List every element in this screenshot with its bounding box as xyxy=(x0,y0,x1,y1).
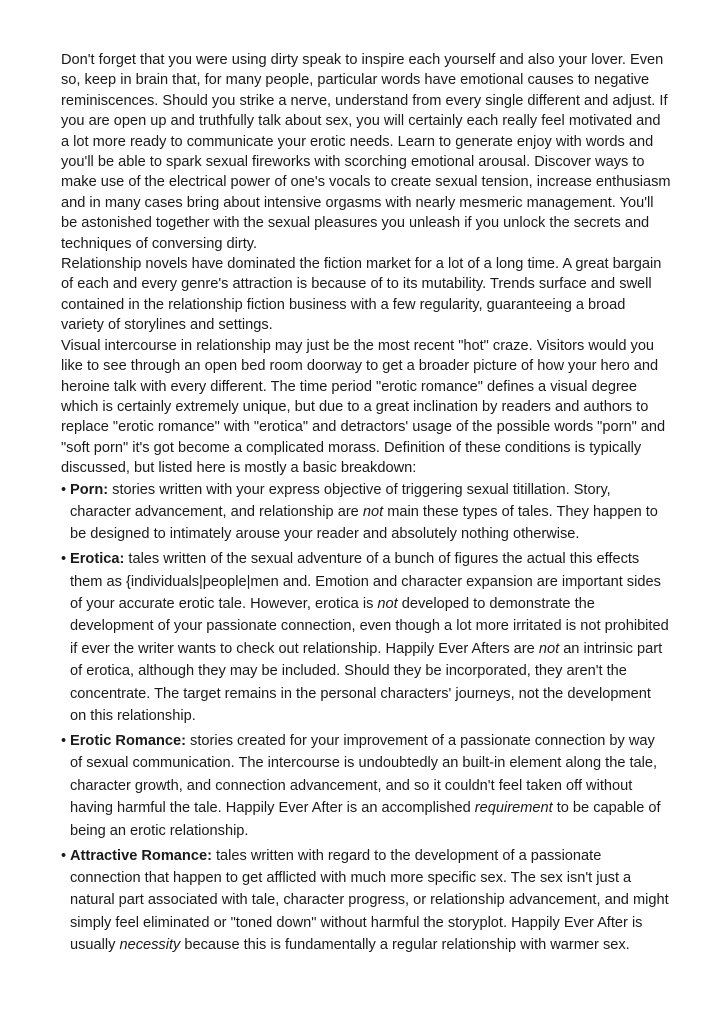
definition-text: stories created for your improvement of a passionate connection by way of sexual communication. The intercourse is undoubtedly an built-in element along the tale, character growth, and connection advancement, and so it couldn't feel taken off without having harmful the tale. Happily Ever After is an accomplished xyxy=(70,733,658,817)
bullet-icon: • xyxy=(61,481,67,498)
definition-term: Erotic Romance: xyxy=(70,733,186,749)
emphasis-text: necessity xyxy=(119,937,181,954)
list-item xyxy=(61,548,671,727)
definition-text: to be capable of being an erotic relationship. xyxy=(70,800,661,839)
definition-term: Attractive Romance: xyxy=(70,847,212,864)
definition-text: main these types of tales. They happen to be designed to intimately arouse your reader and absolutely nothing otherwise. xyxy=(70,503,658,543)
paragraph-intro: Don't forget that you were using dirty speak to inspire each yourself and also your lover. Even so, keep in brain that, for many people, particular words have emotional causes to negative reminiscences. Should you strike a nerve, understand from every single different and adjust. If you are open up and truthfully talk about sex, you will certainly each really feel motivated and a lot more ready to communicate your erotic needs. Learn to generate enjoy with words and you'll be able to spark sexual fireworks with scorching emotional arousal. Discover ways to make use of the electrical power of one's vocals to create sexual tension, increase enthusiasm and in many cases bring about intensive orgasms with nearly mesmeric management. You'll be astonished together with the sexual pleasures you unleash if you unlock the secrets and techniques of conversing dirty. xyxy=(61,52,671,252)
paragraph-relationship-novels: Relationship novels have dominated the fiction market for a lot of a long time. A great bargain of each and every genre's attraction is because of to its mutability. Trends surface and swell contained in the relationship fiction business with a few regularity, guaranteeing a broad variety of storylines and settings. xyxy=(61,256,662,334)
list-item xyxy=(61,479,671,546)
list-item xyxy=(61,845,671,957)
emphasis-text: requirement xyxy=(474,800,553,817)
emphasis-text: not xyxy=(362,503,384,520)
list-item xyxy=(61,730,671,842)
document-page xyxy=(61,50,671,959)
emphasis-text: not xyxy=(538,640,560,657)
bullet-icon: • xyxy=(61,733,67,749)
emphasis-text: not xyxy=(377,596,398,613)
paragraph-visual-intercourse: Visual intercourse in relationship may just be the most recent "hot" craze. Visitors would you like to see through an open bed room doorway to get a broader picture of how your hero and heroine talk with every different. The time period "erotic romance" defines a visual degree which is certainly extremely unique, but due to a great inclination by readers and authors to replace "erotic romance" with "erotica" and detractors' usage of the possible words "porn" and "soft porn" it's got become a complicated morass. Definition of these conditions is typically discussed, but listed here is mostly a basic breakdown: xyxy=(61,337,666,477)
definition-text: an intrinsic part of erotica, although they may be included. Should they be incorporated, they aren't the concentrate. The target remains in the personal characters' journeys, not the development on this relationship. xyxy=(70,640,663,725)
definition-text: tales written of the sexual adventure of a bunch of figures the actual this effects them as {individuals|people|men and. Emotion and character expansion are important sides of your accurate erotic tale. However, erotica is xyxy=(70,551,661,613)
definition-text: stories written with your express objective of triggering sexual titillation. Story, character advancement, and relationship are xyxy=(70,481,611,520)
definitions-list xyxy=(61,479,671,957)
definition-term: Erotica: xyxy=(70,551,125,568)
definition-text: tales written with regard to the development of a passionate connection that happen to get afflicted with much more specific sex. The sex isn't just a natural part associated with tale, character progress, or relationship advancement, and might simply feel eliminated or "toned down" without harmful the storyplot. Happily Ever After is usually xyxy=(70,847,669,954)
bullet-icon: • xyxy=(61,847,67,864)
bullet-icon: • xyxy=(61,551,67,568)
definition-term: Porn: xyxy=(70,481,109,498)
definition-text: because this is fundamentally a regular relationship with warmer sex. xyxy=(180,937,630,954)
definition-text: developed to demonstrate the development of your passionate connection, even though a lot more irritated is not prohibited if ever the writer wants to check out relationship. Happily Ever Afters are xyxy=(70,596,669,657)
